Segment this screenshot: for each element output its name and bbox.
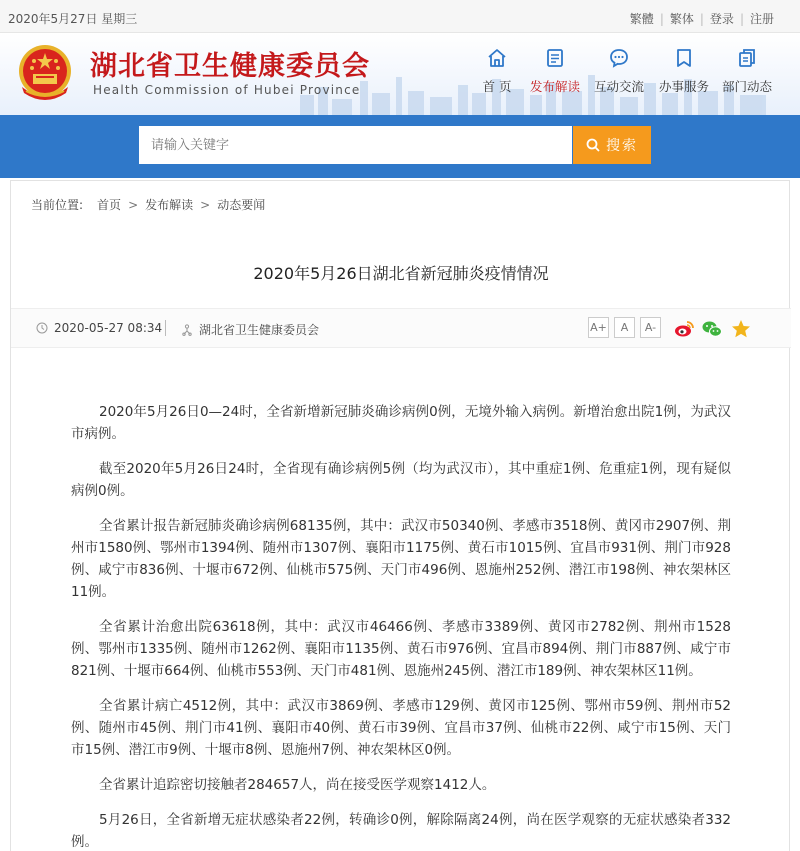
site-title[interactable]: 湖北省卫生健康委员会 (90, 51, 370, 82)
bookmark-icon (673, 47, 695, 69)
nav-label: 办事服务 (658, 79, 709, 94)
document-icon (544, 47, 566, 69)
top-links (630, 10, 774, 27)
meta-divider (165, 320, 166, 336)
article-body (71, 401, 731, 851)
search-button-label: 搜索 (606, 138, 638, 154)
link-separator: | (699, 12, 704, 26)
article-paragraph: 全省累计追踪密切接触者284657人，尚在接受医学观察1412人。 (99, 777, 496, 793)
article-paragraph: 全省累计病亡4512例，其中：武汉市3869例、孝感市129例、黄冈市125例、鄂州市59例、荆州市52例、随州市45例、荆门市41例、襄阳市40例、黄石市39例、宜昌市37例、仙桃市22例、咸宁市15例、天门市15例、潜江市9例、十堰市8例、恩施州7例、神农架林区0例。 (71, 698, 731, 758)
breadcrumb (31, 196, 265, 213)
nav-label: 首 页 (482, 79, 512, 94)
site-subtitle: Health Commission of Hubei Province (93, 83, 361, 97)
simplified-chinese-link[interactable]: 繁体 (669, 12, 694, 26)
publish-datetime: 2020-05-27 08:34 (54, 321, 163, 335)
article-meta-bar (11, 308, 791, 348)
nav-label: 部门动态 (721, 79, 772, 94)
article-container (10, 180, 790, 851)
link-separator: | (739, 12, 744, 26)
article-title: 2020年5月26日湖北省新冠肺炎疫情情况 (253, 264, 549, 283)
breadcrumb-arrow: > (128, 198, 139, 212)
nav-item-services[interactable] (653, 47, 715, 95)
home-icon (486, 47, 508, 69)
pages-icon (736, 47, 758, 69)
article-paragraph: 5月26日，全省新增无症状感染者22例，转确诊0例，解除隔离24例，尚在医学观察的无症状感染者332例。 (71, 812, 731, 850)
favorite-star-icon[interactable] (730, 318, 752, 340)
search-input[interactable] (139, 126, 572, 164)
nav-item-interaction[interactable] (588, 47, 650, 95)
breadcrumb-prefix: 当前位置: (31, 198, 84, 212)
nav-label: 互动交流 (593, 79, 644, 94)
breadcrumb-item-news[interactable]: 动态要闻 (217, 198, 266, 212)
clock-icon (36, 322, 48, 334)
search-band (0, 115, 800, 178)
article-paragraph: 全省累计治愈出院63618例，其中：武汉市46466例、孝感市3389例、黄冈市2782例、荆州市1528例、鄂州市1335例、随州市1262例、襄阳市1135例、黄石市976例、宜昌市894例、荆门市887例、咸宁市821例、十堰市664例、仙桃市553例、天门市481例、恩施州245例、潜江市189例、神农架林区11例。 (71, 619, 731, 679)
source-icon (181, 324, 193, 336)
article-paragraph: 截至2020年5月26日24时，全省现有确诊病例5例（均为武汉市），其中重症1例、危重症1例，现有疑似病例0例。 (71, 461, 731, 499)
font-size-decrease-button[interactable]: A- (640, 317, 661, 338)
top-bar (0, 0, 800, 33)
breadcrumb-item-home[interactable]: 首页 (97, 198, 122, 212)
chat-icon (608, 47, 630, 69)
site-header (0, 33, 800, 115)
article-paragraph: 2020年5月26日0—24时，全省新增新冠肺炎确诊病例0例，无境外输入病例。新增治愈出院1例，为武汉市病例。 (71, 404, 731, 442)
link-separator: | (659, 12, 664, 26)
article-source (181, 321, 319, 338)
login-link[interactable]: 登录 (709, 12, 734, 26)
wechat-share-icon[interactable] (701, 318, 723, 340)
article-paragraph: 全省累计报告新冠肺炎确诊病例68135例，其中：武汉市50340例、孝感市3518例、黄冈市2907例、荆州市1580例、鄂州市1394例、随州市1307例、襄阳市1175例、黄石市1015例、宜昌市931例、荆门市928例、咸宁市836例、十堰市672例、仙桃市575例、天门市496例、恩施州252例、潜江市198例、神农架林区11例。 (71, 518, 731, 600)
main-nav (466, 33, 800, 115)
traditional-chinese-link[interactable]: 繁體 (629, 12, 654, 26)
weibo-share-icon[interactable] (673, 318, 695, 340)
nav-item-department[interactable] (716, 47, 778, 95)
current-date: 2020年5月27日 星期三 (8, 12, 138, 26)
nav-label: 发布解读 (529, 79, 580, 94)
nav-item-home[interactable] (466, 47, 528, 95)
nav-item-publish[interactable] (524, 47, 586, 95)
search-icon (586, 138, 600, 152)
font-size-increase-button[interactable]: A+ (588, 317, 609, 338)
search-button[interactable] (573, 126, 651, 164)
source-name: 湖北省卫生健康委员会 (199, 323, 320, 337)
publish-time (36, 321, 162, 335)
register-link[interactable]: 注册 (749, 12, 774, 26)
font-size-normal-button[interactable]: A (614, 317, 635, 338)
breadcrumb-arrow: > (200, 198, 211, 212)
national-emblem-logo (12, 41, 78, 107)
breadcrumb-item-publish[interactable]: 发布解读 (145, 198, 194, 212)
